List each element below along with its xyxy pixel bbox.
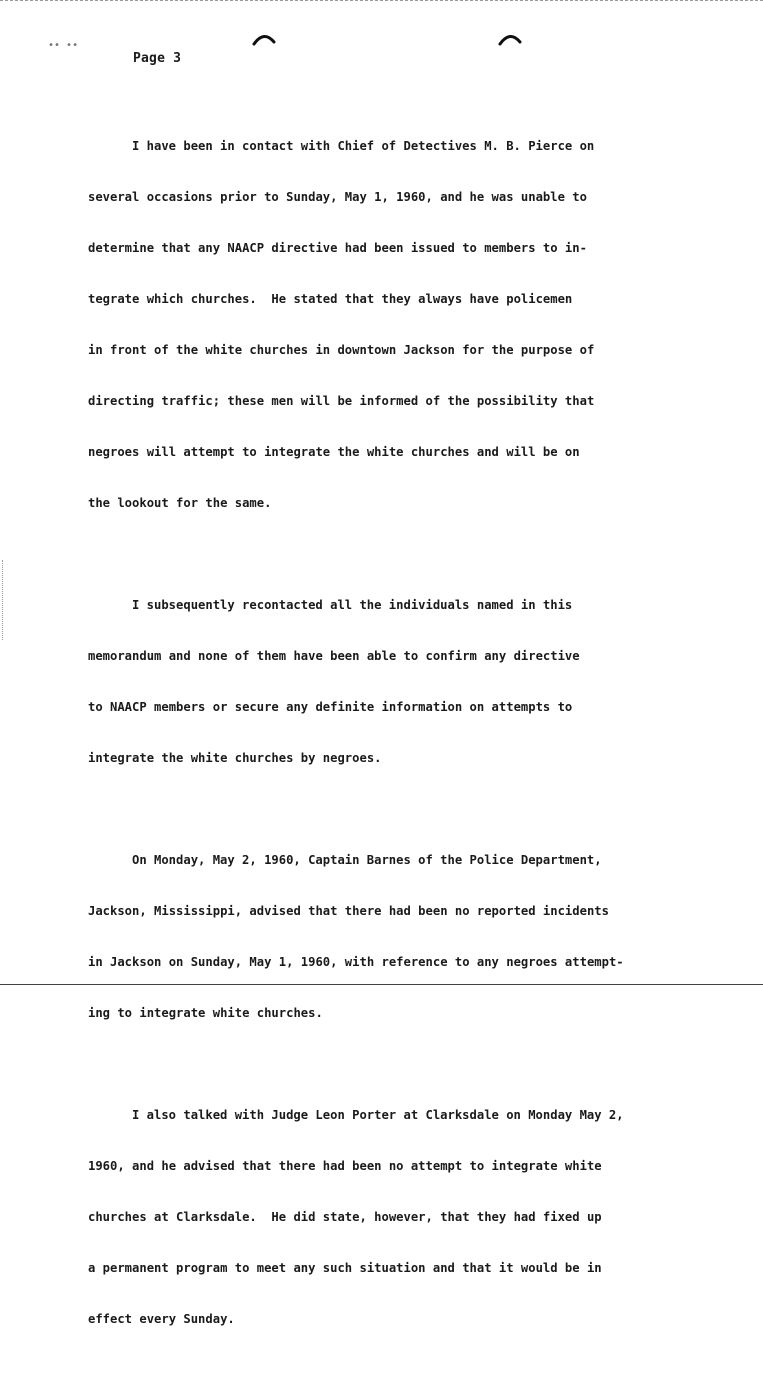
text-line: ing to integrate white churches. <box>88 1006 323 1020</box>
bottom-edge-rule <box>0 984 763 985</box>
paragraph-porter <box>88 1073 743 1362</box>
text-line: negroes will attempt to integrate the white churches and will be on <box>88 445 580 459</box>
text-line: 1960, and he advised that there had been no attempt to integrate white <box>88 1159 602 1173</box>
text-line: I also talked with Judge Leon Porter at Clarksdale on Monday May 2, <box>132 1108 624 1122</box>
paragraph-pierce <box>88 104 743 546</box>
top-edge-perforation <box>0 0 763 1</box>
text-line: effect every Sunday. <box>88 1312 235 1326</box>
text-line: several occasions prior to Sunday, May 1, 1960, and he was unable to <box>88 190 587 204</box>
paragraph-recontact <box>88 563 743 801</box>
text-line: I subsequently recontacted all the individuals named in this <box>132 598 573 612</box>
text-line: churches at Clarksdale. He did state, however, that they had fixed up <box>88 1210 602 1224</box>
text-line: Jackson, Mississippi, advised that there had been no reported incidents <box>88 904 609 918</box>
page-number-label: Page 3 <box>133 51 182 66</box>
text-line: integrate the white churches by negroes. <box>88 751 382 765</box>
text-line: in front of the white churches in downtown Jackson for the purpose of <box>88 343 595 357</box>
memo-body <box>88 104 743 1379</box>
margin-smudge-mark: •• •• <box>48 40 79 51</box>
left-margin-dots <box>2 560 7 640</box>
text-line: the lookout for the same. <box>88 496 272 510</box>
punch-hole-left-icon <box>252 32 276 46</box>
text-line: determine that any NAACP directive had been issued to members to in- <box>88 241 587 255</box>
text-line: On Monday, May 2, 1960, Captain Barnes of the Police Department, <box>132 853 602 867</box>
text-line: memorandum and none of them have been able to confirm any directive <box>88 649 580 663</box>
text-line: tegrate which churches. He stated that they always have policemen <box>88 292 573 306</box>
text-line: directing traffic; these men will be informed of the possibility that <box>88 394 595 408</box>
text-line: I have been in contact with Chief of Detectives M. B. Pierce on <box>132 139 595 153</box>
punch-hole-right-icon <box>498 32 522 46</box>
text-line: in Jackson on Sunday, May 1, 1960, with reference to any negroes attempt- <box>88 955 624 969</box>
paragraph-barnes <box>88 818 743 1056</box>
text-line: a permanent program to meet any such situation and that it would be in <box>88 1261 602 1275</box>
text-line: to NAACP members or secure any definite information on attempts to <box>88 700 573 714</box>
